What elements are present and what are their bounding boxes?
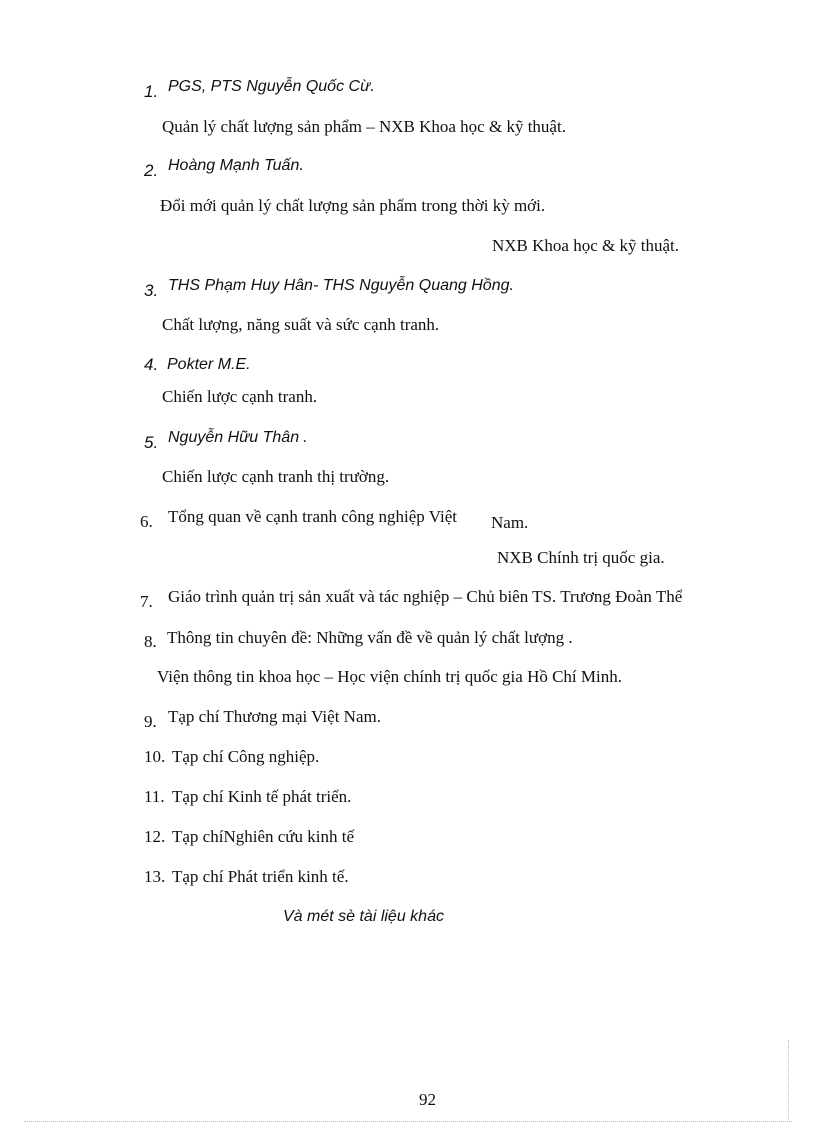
- ref-1-author: PGS, PTS Nguyễn Quốc Cừ.: [168, 78, 375, 95]
- ref-8-title: Thông tin chuyên đề: Những vấn đề về quản lý chất lượng .: [167, 628, 573, 647]
- ref-8-publisher: Viện thông tin khoa học – Học viện chính trị quốc gia Hồ Chí Minh.: [157, 667, 622, 686]
- ref-7-title: Giáo trình quản trị sản xuất và tác nghiệp – Chủ biên TS. Trương Đoàn Thể: [168, 587, 683, 606]
- ref-6-title-end: Nam.: [491, 513, 529, 532]
- ref-3-number: 3.: [144, 281, 159, 300]
- ref-13-title: Tạp chí Phát triển kinh tế.: [172, 867, 349, 886]
- ref-3-author: THS Phạm Huy Hân- THS Nguyễn Quang Hồng.: [168, 277, 514, 294]
- ref-7-number: 7.: [140, 592, 153, 611]
- ref-6-number: 6.: [140, 512, 153, 531]
- ref-10-title: Tạp chí Công nghiệp.: [172, 747, 320, 766]
- ref-11-number: 11.: [144, 787, 165, 806]
- ref-4-number: 4.: [144, 355, 159, 374]
- ref-5-number: 5.: [144, 433, 159, 452]
- margin-guide: [788, 1040, 789, 1120]
- ref-2-number: 2.: [144, 161, 159, 180]
- page-number: 92: [419, 1090, 436, 1109]
- ref-9-title: Tạp chí Thương mại Việt Nam.: [168, 707, 381, 726]
- ref-5-author: Nguyễn Hữu Thân .: [168, 429, 308, 446]
- ref-11-title: Tạp chí Kinh tế phát triển.: [172, 787, 352, 806]
- ref-2-publisher: NXB Khoa học & kỹ thuật.: [492, 236, 679, 255]
- closing-note: Và mét sè tài liệu khác: [283, 908, 444, 925]
- ref-1-title: Quản lý chất lượng sản phẩm – NXB Khoa học & kỹ thuật.: [162, 117, 566, 136]
- ref-4-author: Pokter M.E.: [167, 356, 251, 373]
- ref-9-number: 9.: [144, 712, 157, 731]
- ref-6-publisher: NXB Chính trị quốc gia.: [497, 548, 665, 567]
- ref-2-title: Đổi mới quản lý chất lượng sản phẩm trong thời kỳ mới.: [160, 196, 546, 215]
- ref-2-author: Hoàng Mạnh Tuấn.: [168, 157, 304, 174]
- ref-3-title: Chất lượng, năng suất và sức cạnh tranh.: [162, 315, 440, 334]
- ref-12-number: 12.: [144, 827, 166, 846]
- ref-1-number: 1.: [144, 82, 159, 101]
- ref-13-number: 13.: [144, 867, 166, 886]
- ref-6-title: Tổng quan về cạnh tranh công nghiệp Việt: [168, 507, 457, 526]
- ref-8-number: 8.: [144, 632, 157, 651]
- ref-12-title: Tạp chíNghiên cứu kinh tế: [172, 827, 354, 846]
- footer-divider: [24, 1121, 792, 1122]
- ref-4-title: Chiến lược cạnh tranh.: [162, 387, 318, 406]
- ref-10-number: 10.: [144, 747, 166, 766]
- ref-5-title: Chiến lược cạnh tranh thị trường.: [162, 467, 390, 486]
